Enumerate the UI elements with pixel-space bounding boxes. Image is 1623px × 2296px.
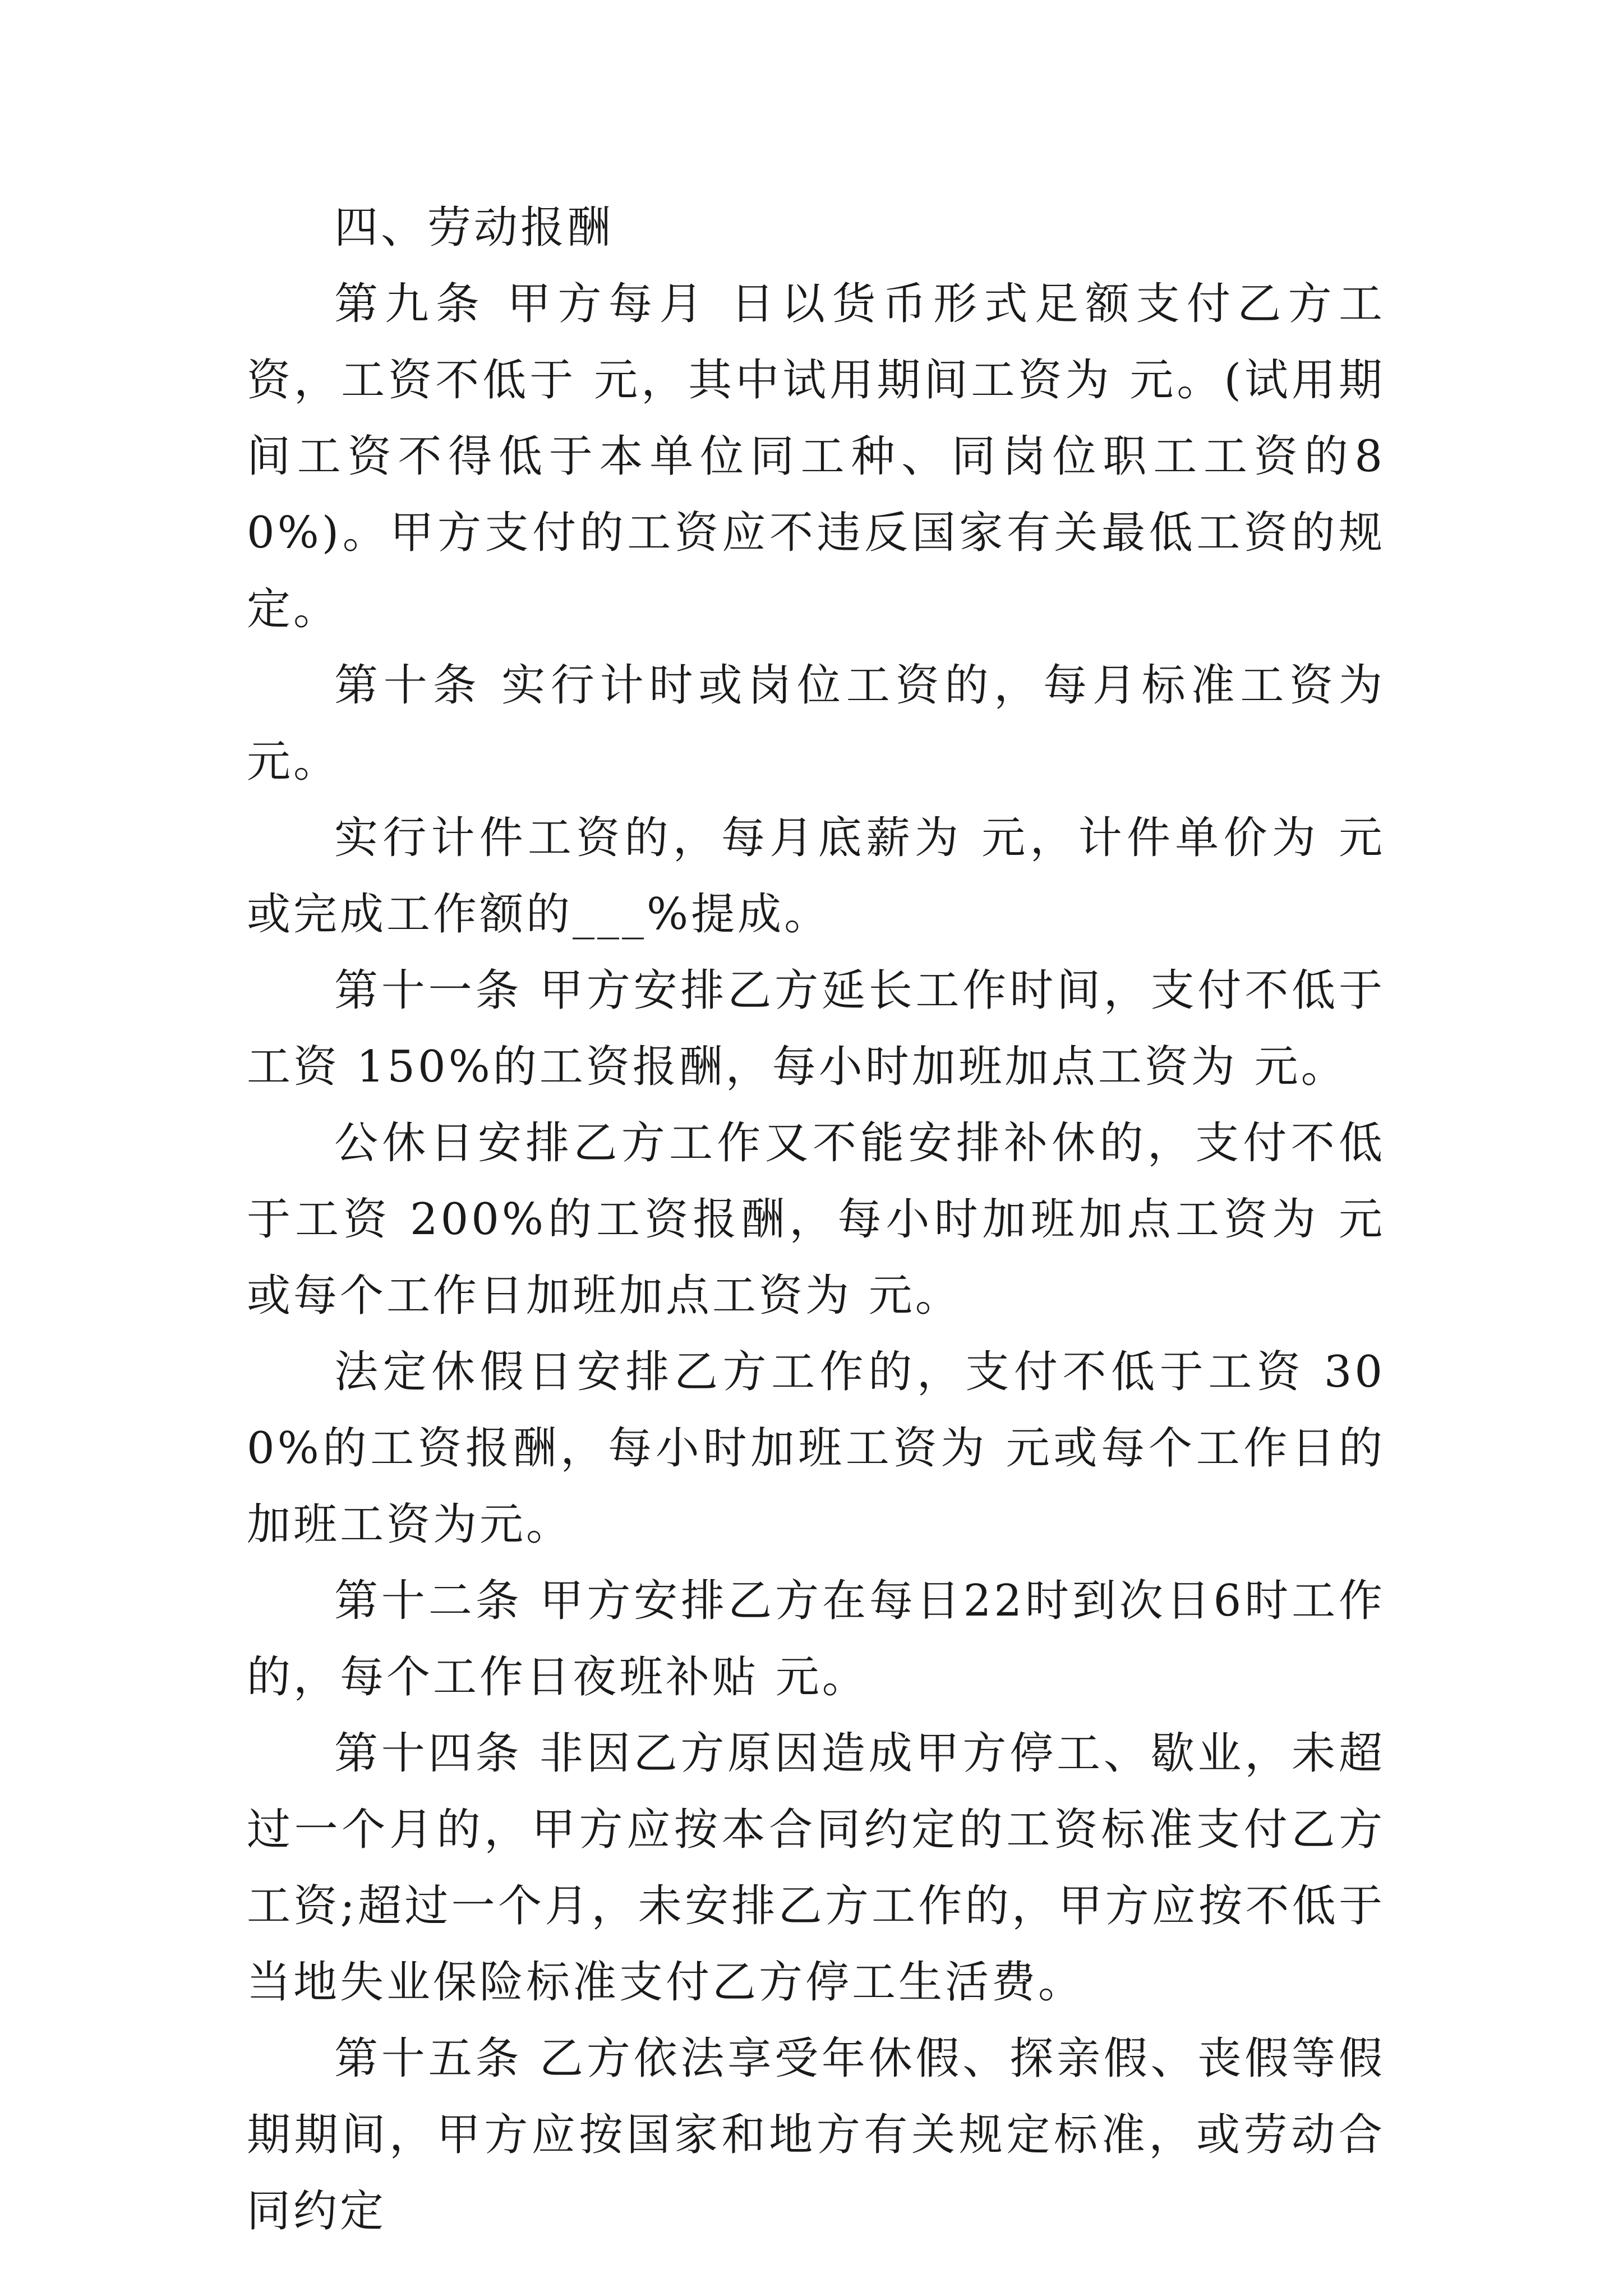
paragraph-piece-rate: 实行计件工资的，每月底薪为 元，计件单价为 元或完成工作额的___%提成。 <box>247 813 1385 940</box>
document-body <box>247 190 1385 2249</box>
paragraph-article-11: 第十一条 甲方安排乙方延长工作时间，支付不低于工资 150%的工资报酬，每小时加班加点工资为 元。 <box>247 965 1385 1092</box>
paragraph-article-10: 第十条 实行计时或岗位工资的，每月标准工资为 元。 <box>247 660 1385 787</box>
paragraph-article-9: 第九条 甲方每月 日以货币形式足额支付乙方工资，工资不低于 元，其中试用期间工资为 元。(试用期间工资不得低于本单位同工种、同岗位职工工资的80%)。甲方支付的工资应不违反国家有关最低工资的规定。 <box>247 279 1385 634</box>
paragraph-article-14: 第十四条 非因乙方原因造成甲方停工、歇业，未超过一个月的，甲方应按本合同约定的工资标准支付乙方工资;超过一个月，未安排乙方工作的，甲方应按不低于当地失业保险标准支付乙方停工生活费。 <box>247 1728 1385 2008</box>
paragraph-article-15: 第十五条 乙方依法享受年休假、探亲假、丧假等假期期间，甲方应按国家和地方有关规定标准，或劳动合同约定 <box>247 2033 1385 2237</box>
paragraph-statutory-holiday: 法定休假日安排乙方工作的，支付不低于工资 300%的工资报酬，每小时加班工资为 元或每个工作日的加班工资为元。 <box>247 1347 1385 1550</box>
paragraph-article-12: 第十二条 甲方安排乙方在每日22时到次日6时工作的，每个工作日夜班补贴 元。 <box>247 1576 1385 1703</box>
paragraph-rest-day: 公休日安排乙方工作又不能安排补休的，支付不低于工资 200%的工资报酬，每小时加班加点工资为 元或每个工作日加班加点工资为 元。 <box>247 1118 1385 1321</box>
section-heading: 四、劳动报酬 <box>334 203 614 253</box>
